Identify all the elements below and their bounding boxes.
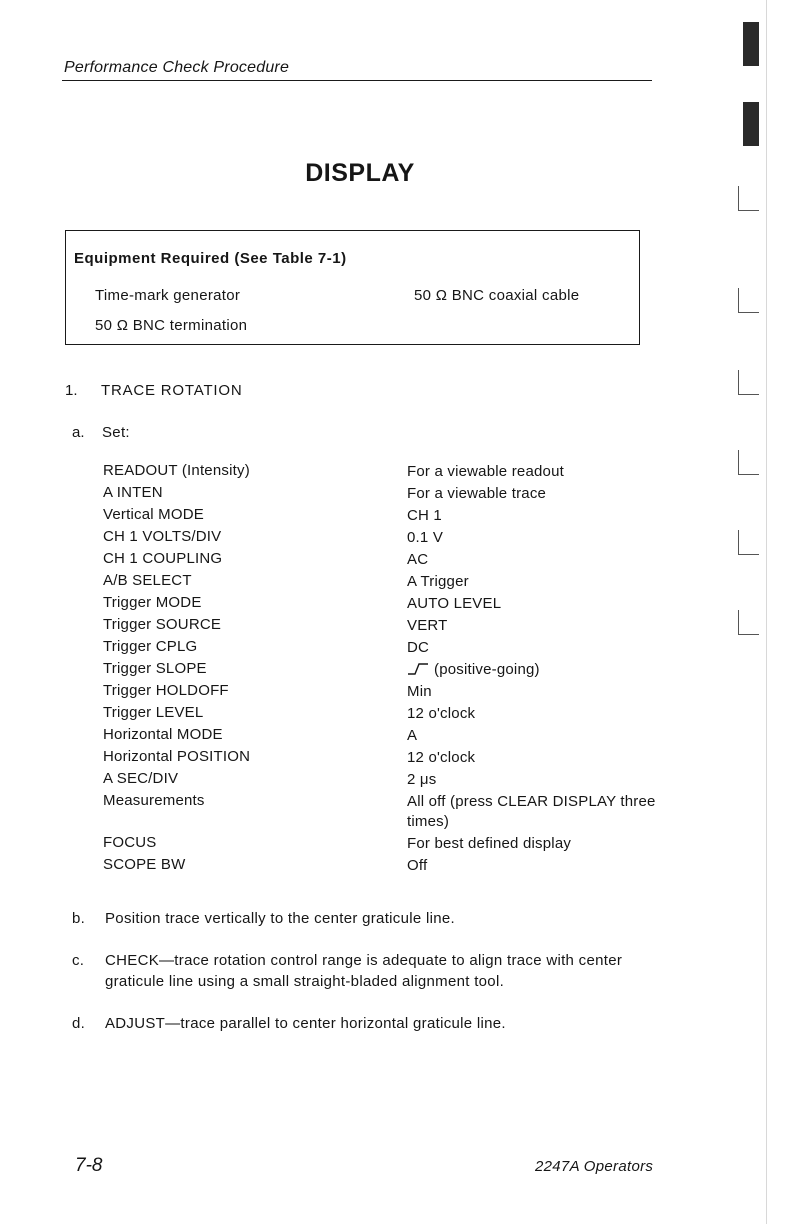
page-title: DISPLAY (305, 159, 415, 187)
setting-row (103, 834, 663, 856)
setting-control: SCOPE BW (103, 856, 186, 873)
setting-row (103, 704, 663, 726)
page-number: 7-8 (75, 1155, 103, 1176)
setting-value: 2 μs (407, 771, 437, 788)
step-c (72, 950, 672, 994)
step-text: ADJUST—trace parallel to center horizontal graticule line. (105, 1015, 506, 1032)
setting-row (103, 770, 663, 792)
section-title: TRACE ROTATION (101, 382, 243, 399)
equipment-item: 50 Ω BNC coaxial cable (414, 287, 580, 304)
setting-control: Horizontal MODE (103, 726, 223, 743)
edge-tab-mark (738, 450, 759, 475)
step-b (72, 908, 672, 930)
edge-tab-mark (738, 610, 759, 635)
step-a-text: Set: (102, 424, 130, 441)
setting-row (103, 726, 663, 748)
equipment-heading: Equipment Required (See Table 7-1) (74, 250, 347, 267)
slope-value-text: (positive-going) (434, 661, 540, 678)
setting-value: AC (407, 551, 429, 568)
rising-edge-icon (407, 662, 429, 676)
setting-row (103, 506, 663, 528)
setting-control: Trigger MODE (103, 594, 202, 611)
setting-control: Trigger LEVEL (103, 704, 204, 721)
step-text: CHECK—trace rotation control range is adequate to align trace with center graticule line using a small straight-bladed alignment tool. (105, 952, 623, 990)
setting-control: CH 1 VOLTS/DIV (103, 528, 222, 545)
setting-value: 12 o'clock (407, 705, 476, 722)
setting-row (103, 748, 663, 770)
setting-row (103, 462, 663, 484)
setting-value: Min (407, 683, 432, 700)
setting-row (103, 638, 663, 660)
edge-tab-mark (738, 530, 759, 555)
step-label: d. (72, 1015, 86, 1032)
edge-tab-mark (738, 370, 759, 395)
setting-control: READOUT (Intensity) (103, 462, 250, 479)
setting-row (103, 856, 663, 878)
manual-name: 2247A Operators (535, 1158, 654, 1175)
setting-row (103, 484, 663, 506)
running-header: Performance Check Procedure (64, 59, 290, 76)
binding-edge-line (766, 0, 767, 1224)
setting-value: CH 1 (407, 507, 442, 524)
step-text: Position trace vertically to the center graticule line. (105, 910, 455, 927)
setting-control: Trigger SOURCE (103, 616, 222, 633)
setting-control: Measurements (103, 792, 205, 809)
setting-value: For a viewable trace (407, 485, 547, 502)
setting-row (103, 616, 663, 638)
setting-control: A INTEN (103, 484, 163, 501)
setting-control: A SEC/DIV (103, 770, 179, 787)
setting-value: DC (407, 639, 430, 656)
setting-control: Trigger CPLG (103, 638, 198, 655)
step-d (72, 1013, 672, 1035)
edge-tab-mark (743, 22, 759, 66)
step-label: b. (72, 910, 86, 927)
setting-row (103, 682, 663, 704)
equipment-box (65, 230, 640, 345)
step-label: c. (72, 952, 85, 969)
setting-value: A (407, 727, 418, 744)
setting-value: For a viewable readout (407, 463, 564, 480)
setting-control: CH 1 COUPLING (103, 550, 223, 567)
setting-value: For best defined display (407, 835, 572, 852)
setting-control: Trigger HOLDOFF (103, 682, 229, 699)
setting-control: A/B SELECT (103, 572, 192, 589)
step-a-label: a. (72, 424, 85, 441)
section-number: 1. (65, 382, 78, 399)
setting-row (103, 572, 663, 594)
edge-tab-mark (743, 102, 759, 146)
setting-value: 0.1 V (407, 529, 444, 546)
setting-value-slope (407, 660, 663, 680)
setting-row (103, 594, 663, 616)
edge-tab-mark (738, 186, 759, 211)
setting-value: A Trigger (407, 573, 469, 590)
setting-control: FOCUS (103, 834, 157, 851)
equipment-item: 50 Ω BNC termination (95, 317, 248, 334)
setting-value: VERT (407, 617, 448, 634)
header-rule (62, 80, 652, 81)
setting-row (103, 660, 663, 682)
setting-value: 12 o'clock (407, 749, 476, 766)
setting-row (103, 792, 663, 834)
setting-value: Off (407, 857, 428, 874)
setting-control: Trigger SLOPE (103, 660, 207, 677)
setting-value: AUTO LEVEL (407, 595, 502, 612)
edge-tab-mark (738, 288, 759, 313)
setting-value: All off (press CLEAR DISPLAY three times) (407, 793, 656, 830)
settings-table (103, 462, 663, 878)
equipment-item: Time-mark generator (95, 287, 241, 304)
setting-row (103, 528, 663, 550)
setting-control: Horizontal POSITION (103, 748, 251, 765)
setting-row (103, 550, 663, 572)
setting-control: Vertical MODE (103, 506, 204, 523)
